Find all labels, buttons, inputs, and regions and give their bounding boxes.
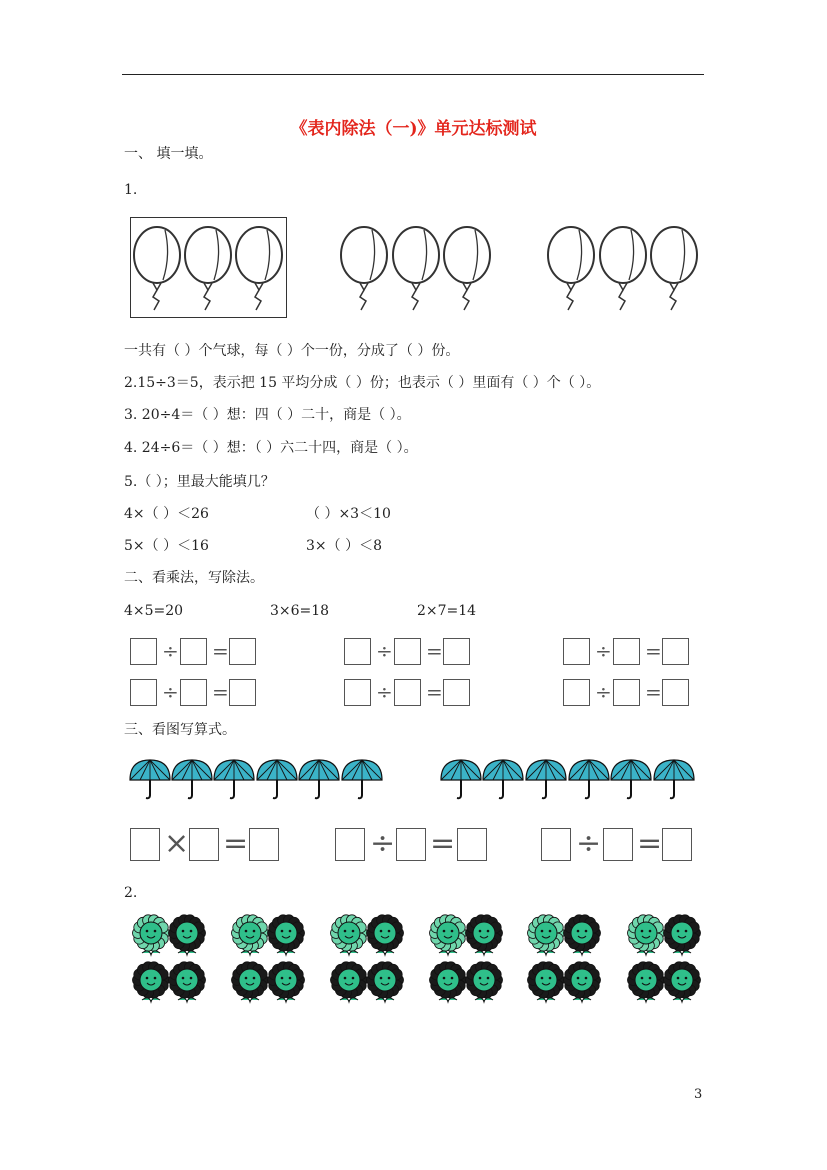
- sunflower-icon: [133, 962, 170, 1002]
- sunflower-icon: [528, 962, 565, 1002]
- divide-sign: ÷: [370, 826, 396, 861]
- sunflower-icon: [664, 962, 701, 1002]
- divide-sign: ÷: [595, 639, 612, 663]
- equals-sign: =: [645, 680, 662, 704]
- sunflower-icon: [628, 962, 665, 1002]
- sunflower-icon: [268, 962, 305, 1002]
- divide-sign: ÷: [162, 639, 179, 663]
- sunflower-icon: [232, 915, 269, 955]
- question-5-item: （ ）×3＜10: [306, 506, 391, 522]
- sunflower-icon: [268, 915, 305, 955]
- sunflower-icon: [430, 915, 467, 955]
- multiplication-equation: 4×5=20: [124, 603, 184, 619]
- sunflower-icon: [430, 962, 467, 1002]
- sunflower-icon: [367, 962, 404, 1002]
- equals-sign: =: [426, 639, 443, 663]
- divide-sign: ÷: [162, 680, 179, 704]
- multiply-sign: ×: [164, 826, 190, 861]
- equals-sign: =: [637, 826, 663, 861]
- question-5-text: 5.（ ）；里最大能填几？: [124, 474, 275, 490]
- question-5-item: 5×（ ）＜16: [124, 538, 209, 554]
- sunflower-icon: [628, 915, 665, 955]
- question-1-text: 一共有（ ）个气球，每（ ）个一份，分成了（ ）份。: [124, 343, 460, 359]
- divide-sign: ÷: [376, 680, 393, 704]
- equals-sign: =: [645, 639, 662, 663]
- section2-heading: 二、看乘法，写除法。: [124, 570, 264, 586]
- sunflower-icon: [564, 915, 601, 955]
- equals-sign: =: [426, 680, 443, 704]
- equals-sign: =: [430, 826, 456, 861]
- section3-question-2-label: 2.: [124, 885, 138, 901]
- equals-sign: =: [212, 680, 229, 704]
- sunflower-icon: [564, 962, 601, 1002]
- divide-sign: ÷: [595, 680, 612, 704]
- section1-heading: 一、 填一填。: [124, 146, 213, 162]
- sunflower-icon: [232, 962, 269, 1002]
- sunflower-icon: [169, 962, 206, 1002]
- equals-sign: =: [223, 826, 249, 861]
- divide-sign: ÷: [576, 826, 602, 861]
- sunflower-icon: [331, 962, 368, 1002]
- question-1-label: 1.: [124, 182, 138, 198]
- multiplication-equation: 2×7=14: [417, 603, 477, 619]
- page-number: 3: [694, 1087, 703, 1102]
- question-3-text: 3. 20÷4＝（ ）想：四（ ）二十，商是（ ）。: [124, 407, 411, 423]
- multiplication-equation: 3×6=18: [270, 603, 330, 619]
- sunflower-icon: [133, 915, 170, 955]
- sunflower-icon: [169, 915, 206, 955]
- divide-sign: ÷: [376, 639, 393, 663]
- question-5-item: 3×（ ）＜8: [306, 538, 382, 554]
- sunflower-icon: [331, 915, 368, 955]
- section3-heading: 三、看图写算式。: [124, 722, 236, 738]
- sunflower-icon: [466, 915, 503, 955]
- page-title: 《表内除法（一)》单元达标测试: [290, 119, 537, 139]
- question-4-text: 4. 24÷6＝（ ）想：（ ）六二十四，商是（ ）。: [124, 440, 418, 456]
- question-2-text: 2.15÷3＝5，表示把 15 平均分成（ ）份；也表示（ ）里面有（ ）个（ ）。: [124, 375, 601, 391]
- sunflower-icon: [528, 915, 565, 955]
- sunflower-icon: [664, 915, 701, 955]
- question-5-item: 4×（ ）＜26: [124, 506, 209, 522]
- sunflower-icon: [466, 962, 503, 1002]
- sunflower-icon: [367, 915, 404, 955]
- equals-sign: =: [212, 639, 229, 663]
